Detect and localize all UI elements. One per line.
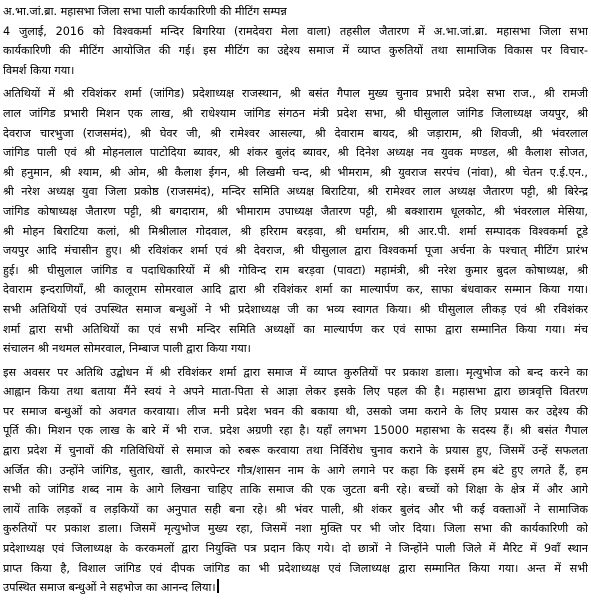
paragraph	[3, 22, 588, 81]
document-page	[3, 0, 588, 609]
text-line: सभी को जांगिड शब्द नाम के आगे लिखना चाहिए ताकि समाज की एक जुटता बनी रहे। बच्चों को शिक्षा के क्षेत्र में और आगे	[3, 483, 588, 497]
paragraph	[3, 84, 588, 358]
text-line: कार्यकारिणी की मीटिंग आयोजित की गई। इस मीटिंग का उद्देश्य समाज में व्याप्त कुरुतियों तथा सामाजिक विकास पर विचार-	[3, 44, 588, 58]
text-line: श्री नरेश अध्यक्ष युवा जिला प्रकोष्ठ (राजसमंद), मन्दिर समिति अध्यक्ष बिराटिया, श्री रामेश्वर लाल अध्यक्ष जैतारण पट्टी, श्री बिरेन्द्र	[3, 185, 588, 199]
text-line: आह्वान किया तथा बताया मैंने स्वयं ने अपने माता-पिता से आज्ञा लेकर इसके लिए पहल की है। महासभा द्वारा छात्रवृत्ति वितरण	[3, 385, 588, 399]
text-line: सभी अतिथियों एवं उपस्थित समाज बन्धुओं ने भी प्रदेशाध्यक्ष जी का भव्य स्वागत किया। श्री घीसुलाल लीकड़ एवं श्री रविशंकर	[3, 302, 588, 316]
text-line: देवाराम इन्दराणियाँ, श्री कालूराम सोमरवाल आदि द्वारा श्री रविशंकर शर्मा का माल्यार्पण कर, साफा बंधवाकर सम्मान किया गया।	[3, 283, 588, 297]
text-line: हुई। श्री घीसुलाल जांगिड व पदाधिकारियों में श्री गोविन्द राम बरड़वा (पावटा) महामंत्री, श्री नरेश कुमार बुदल कोषाध्यक्ष, श्री	[3, 263, 588, 277]
text-line: जांगिड पाली एवं श्री मोहनलाल पाटोदिया ब्यावर, श्री शंकर बुलंद ब्यावर, श्री दिनेश अध्यक्ष नव युवक मण्डल, श्री कैलाश सोजत,	[3, 146, 588, 160]
text-line: प्रदेशाध्यक्ष एवं जिलाध्यक्ष के करकमलों द्वारा नियुक्ति पत्र प्रदान किए गये। दो छात्रों ने जिन्होंने पाली जिले में मैरिट में 9वाँ स्थान	[3, 542, 588, 556]
text-line: पूर्ति की। मिशन एक लाख के बारे में भी राज. प्रदेश अग्रणी रहा है। यहाँ लगभग 15000 महासभा के सदस्य हैं। श्री बसंत गैपाल	[3, 424, 588, 438]
text-line: उपस्थित समाज बन्धुओं ने सहभोज का आनन्द लिया।	[3, 578, 588, 598]
text-line: 4 जुलाई, 2016 को विश्वकर्मा मन्दिर बिगरिया (रामदेवरा मेला वाला) तहसील जैतारण में अ.भा.जां.ब्रा. महासभा जिला सभा	[3, 24, 588, 38]
text-line: संचालन श्री नथमल सोमरवाल, निम्बाज पाली द्वारा किया गया।	[3, 342, 251, 356]
text-cursor	[217, 579, 219, 593]
text-line: श्री मोहन बिराटिया कलां, श्री मिश्रीलाल गोदवाल, श्री हरिराम बरड़वा, श्री धर्माराम, श्री आर.पी. शर्मा सम्पादक विश्वकर्मा टूडे	[3, 224, 588, 238]
text-line: लायें ताकि लड़कों व लड़कियों का अनुपात सही बना रहे। श्री भंवर पाली, श्री शंकर बुलंद और भी कई वक्ताओं ने सामाजिक	[3, 502, 588, 516]
paragraph	[3, 363, 588, 598]
text-line: द्वारा प्रदेश में चुनावों की गतिविधियों से समाज को रुबरू करवाया तथा निर्विरोध चुनाव कराने के प्रयास हुए, जिसमें उन्हें सफलता	[3, 444, 588, 458]
text-line: श्री हनुमान, श्री श्याम, श्री ओम, श्री कैलाश ईगन, श्री लिखमी चन्द, श्री भीमराम, श्री युवराज सरपंच (नांवा), श्री चेतन ए.ई.एन.,	[3, 165, 588, 179]
text-line: कुरुतियों पर प्रकाश डाला। जिसमें मृत्युभोज मुख्य रहा, जिसमें नशा मुक्ति पर भी जोर दिया। जिला सभा की कार्यकारिणी को	[3, 522, 588, 536]
text-line: जयपुर आदि मंचासीन हुए। श्री रविशंकर शर्मा एवं श्री देवराज, श्री घीसुलाल द्वारा विश्वकर्मा पूजा अर्चना के पश्चात् मीटिंग प्रारंभ	[3, 244, 588, 258]
text-line: अर्जित की। उन्होंने जांगिड, सुतार, खाती, कारपेन्टर गौत्र/शासन नाम के आगे लगाने पर कहा कि इसमें हम बंटे हुए लगते हैं, हम	[3, 463, 588, 477]
text-line: प्राप्त किया है, विशाल जांगिड एवं दीपक जांगिड का भी प्रदेशाध्यक्ष एवं जिलाध्यक्ष द्वारा सम्मानित किया गया। अन्त में सभी	[3, 561, 588, 575]
document-body	[3, 22, 588, 598]
text-line: इस अवसर पर अतिथि उद्बोधन में श्री रविशंकर शर्मा द्वारा समाज में व्याप्त कुरुतियों पर प्रकाश डाला। मृत्युभोज को बन्द करने का	[3, 365, 588, 379]
text-line: देवराज चारभुजा (राजसमंद), श्री घेवर जी, श्री रामेश्वर आसल्या, श्री देवाराम बायद, श्री जड़ाराम, श्री शिवजी, श्री भंवरलाल	[3, 126, 588, 140]
text-line: लाल जांगिड प्रभारी मिशन एक लाख, श्री राधेश्याम जांगिड संगठन मंत्री प्रदेश सभा, श्री घीसुलाल जांगिड जिलाध्यक्ष जयपुर, श्री	[3, 106, 588, 120]
text-line: अतिथियों में श्री रविशंकर शर्मा (जांगिड) प्रदेशाध्यक्ष राजस्थान, श्री बसंत गैपाल मुख्य चुनाव प्रभारी प्रदेश सभा राज., श्री रामजी	[3, 87, 588, 101]
text-line: विमर्श किया गया।	[3, 63, 75, 77]
document-title: अ.भा.जां.ब्रा. महासभा जिला सभा पाली कार्यकारिणी की मीटिंग सम्पन्न	[3, 5, 287, 18]
text-line: शर्मा द्वारा सभी अतिथियों का एवं सभी मन्दिर समिति अध्यक्षों का माल्यार्पण कर एवं साफा द्वारा सम्मानित किया गया। मंच	[3, 322, 588, 336]
text-line: जांगिड कोषाध्यक्ष जैतारण पट्टी, श्री बगदाराम, श्री भीमाराम उपाध्यक्ष जैतारण पट्टी, श्री बक्शाराम धूलकोट, श्री भंवरलाल मेसिया,	[3, 204, 588, 218]
text-line: पर समाज बन्धुओं को अवगत करवाया। लीज मनी प्रदेश भवन की बकाया थी, उसको जमा कराने के लिए प्रयास कर उद्देश्य की	[3, 404, 588, 418]
